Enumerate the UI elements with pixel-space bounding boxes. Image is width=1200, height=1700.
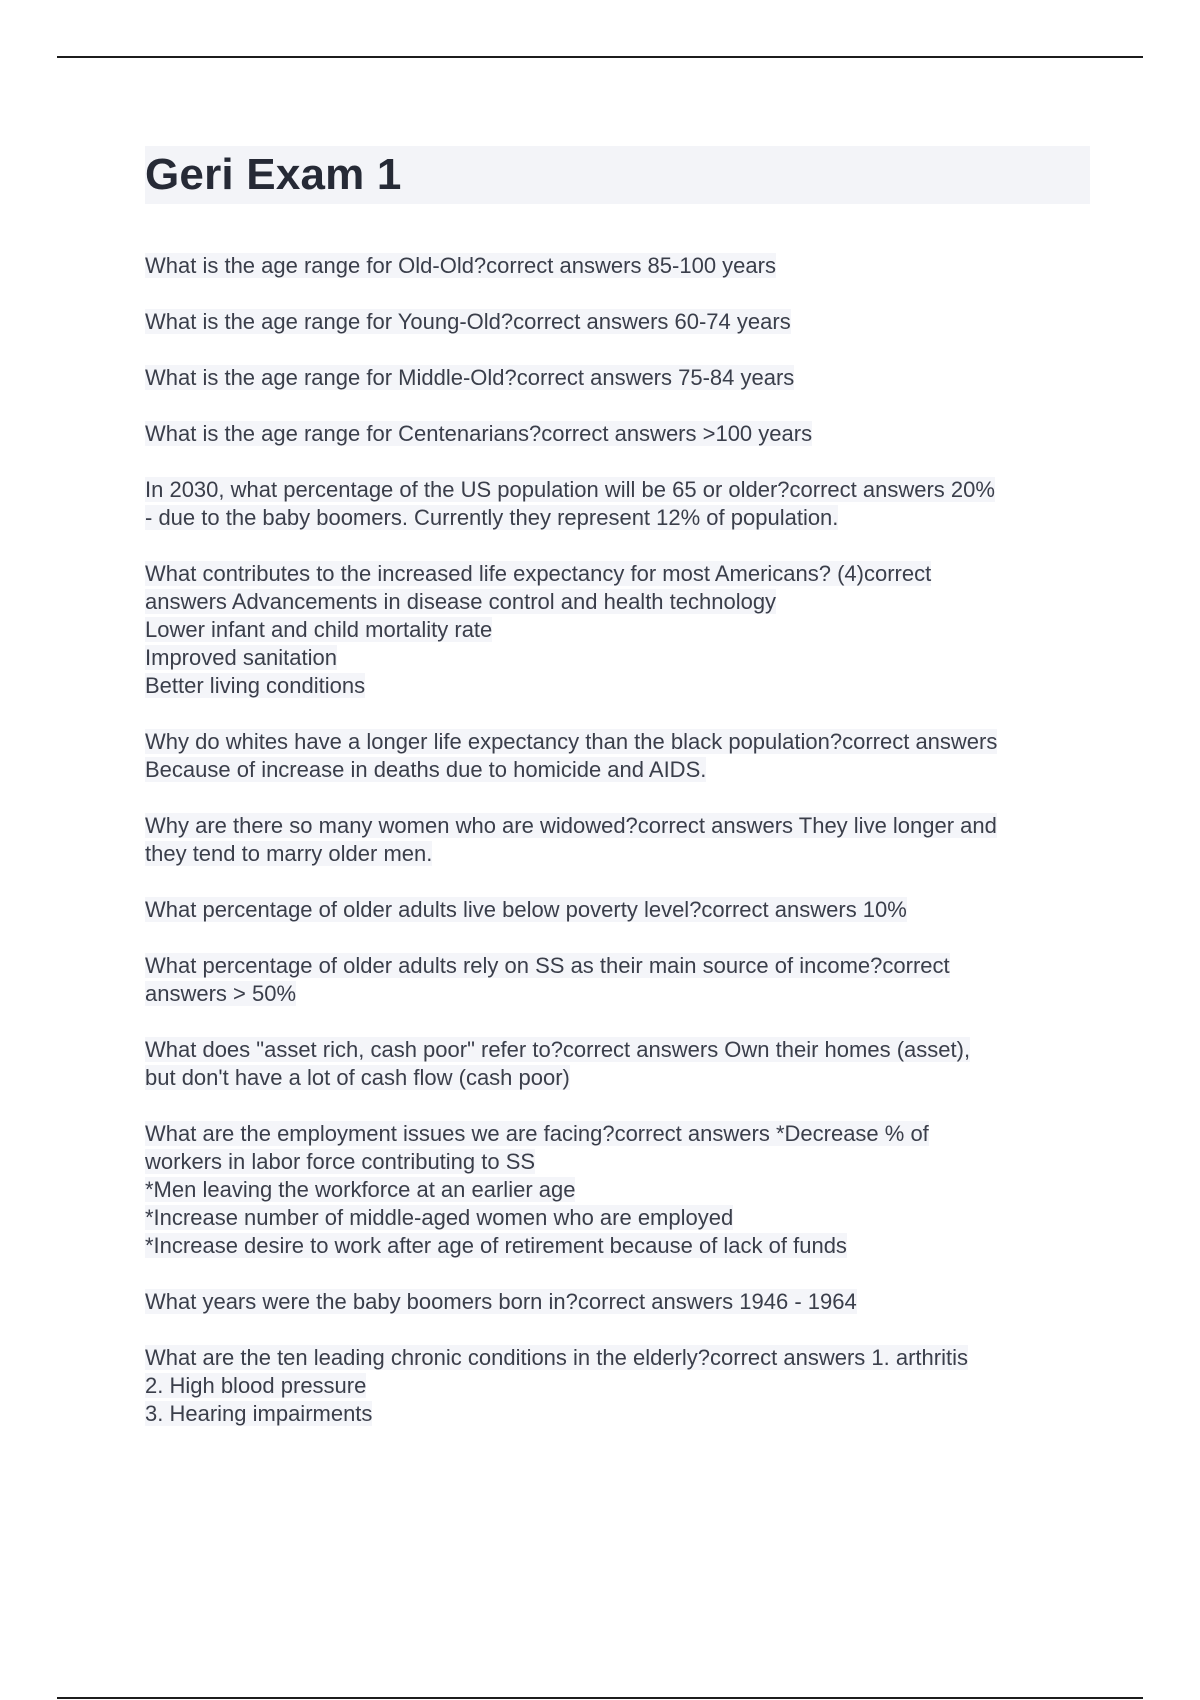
qa-card <box>145 1344 1090 1428</box>
qa-line-text: What is the age range for Old-Old?correct answers 85-100 years <box>145 253 776 278</box>
qa-line <box>145 1204 1090 1232</box>
qa-line-text: Better living conditions <box>145 673 366 698</box>
qa-line <box>145 1288 1090 1316</box>
qa-line <box>145 1148 1090 1176</box>
top-rule <box>57 56 1143 58</box>
qa-line-text: *Increase desire to work after age of retirement because of lack of funds <box>145 1233 847 1258</box>
qa-line <box>145 308 1090 336</box>
qa-line <box>145 1344 1090 1372</box>
qa-line-text: In 2030, what percentage of the US population will be 65 or older?correct answers 20% <box>145 477 995 502</box>
qa-line-text: - due to the baby boomers. Currently they represent 12% of population. <box>145 505 839 530</box>
qa-line-text: What is the age range for Middle-Old?correct answers 75-84 years <box>145 365 795 390</box>
qa-line-text: What percentage of older adults rely on SS as their main source of income?correct <box>145 953 950 978</box>
qa-line <box>145 1400 1090 1428</box>
qa-card <box>145 476 1090 532</box>
qa-line-text: What is the age range for Young-Old?correct answers 60-74 years <box>145 309 791 334</box>
qa-line <box>145 840 1090 868</box>
qa-line <box>145 252 1090 280</box>
qa-card <box>145 560 1090 700</box>
qa-line-text: answers Advancements in disease control and health technology <box>145 589 777 614</box>
document-body <box>145 146 1090 1456</box>
qa-line <box>145 364 1090 392</box>
qa-card <box>145 1288 1090 1316</box>
qa-line <box>145 896 1090 924</box>
qa-line-text: What are the ten leading chronic conditions in the elderly?correct answers 1. arthritis <box>145 1345 968 1370</box>
qa-line-text: Improved sanitation <box>145 645 337 670</box>
qa-line <box>145 1064 1090 1092</box>
bottom-rule <box>57 1697 1143 1699</box>
qa-line-text: What is the age range for Centenarians?correct answers >100 years <box>145 421 813 446</box>
qa-card <box>145 364 1090 392</box>
qa-card <box>145 252 1090 280</box>
qa-line <box>145 980 1090 1008</box>
qa-card <box>145 952 1090 1008</box>
qa-line-text: What are the employment issues we are facing?correct answers *Decrease % of <box>145 1121 929 1146</box>
qa-list <box>145 252 1090 1428</box>
qa-line-text: What contributes to the increased life expectancy for most Americans? (4)correct <box>145 561 932 586</box>
qa-line <box>145 560 1090 588</box>
qa-line-text: Why do whites have a longer life expectancy than the black population?correct answers <box>145 729 998 754</box>
qa-line-text: Why are there so many women who are widowed?correct answers They live longer and <box>145 813 997 838</box>
qa-line-text: *Men leaving the workforce at an earlier age <box>145 1177 576 1202</box>
qa-line-text: 2. High blood pressure <box>145 1373 367 1398</box>
qa-card <box>145 308 1090 336</box>
qa-line-text: answers > 50% <box>145 981 297 1006</box>
qa-line-text: but don't have a lot of cash flow (cash poor) <box>145 1065 570 1090</box>
qa-line-text: Lower infant and child mortality rate <box>145 617 493 642</box>
qa-line <box>145 1036 1090 1064</box>
qa-line <box>145 1232 1090 1260</box>
qa-card <box>145 1036 1090 1092</box>
qa-card <box>145 420 1090 448</box>
qa-line <box>145 1372 1090 1400</box>
qa-line-text: workers in labor force contributing to SS <box>145 1149 536 1174</box>
qa-line-text: *Increase number of middle-aged women who are employed <box>145 1205 734 1230</box>
qa-line <box>145 1176 1090 1204</box>
qa-line-text: 3. Hearing impairments <box>145 1401 373 1426</box>
qa-line <box>145 952 1090 980</box>
qa-line <box>145 1120 1090 1148</box>
qa-line-text: What years were the baby boomers born in?correct answers 1946 - 1964 <box>145 1289 857 1314</box>
qa-line <box>145 616 1090 644</box>
qa-line-text: What percentage of older adults live below poverty level?correct answers 10% <box>145 897 907 922</box>
qa-line <box>145 728 1090 756</box>
qa-line-text: they tend to marry older men. <box>145 841 433 866</box>
qa-line <box>145 588 1090 616</box>
qa-card <box>145 728 1090 784</box>
qa-line <box>145 812 1090 840</box>
qa-line <box>145 420 1090 448</box>
qa-line <box>145 672 1090 700</box>
qa-line <box>145 504 1090 532</box>
qa-line-text: What does "asset rich, cash poor" refer to?correct answers Own their homes (asset), <box>145 1037 971 1062</box>
page-title: Geri Exam 1 <box>145 150 402 199</box>
qa-line-text: Because of increase in deaths due to homicide and AIDS. <box>145 757 707 782</box>
qa-line <box>145 476 1090 504</box>
title-bar <box>145 146 1090 204</box>
qa-card <box>145 812 1090 868</box>
qa-card <box>145 896 1090 924</box>
qa-line <box>145 644 1090 672</box>
qa-card <box>145 1120 1090 1260</box>
qa-line <box>145 756 1090 784</box>
